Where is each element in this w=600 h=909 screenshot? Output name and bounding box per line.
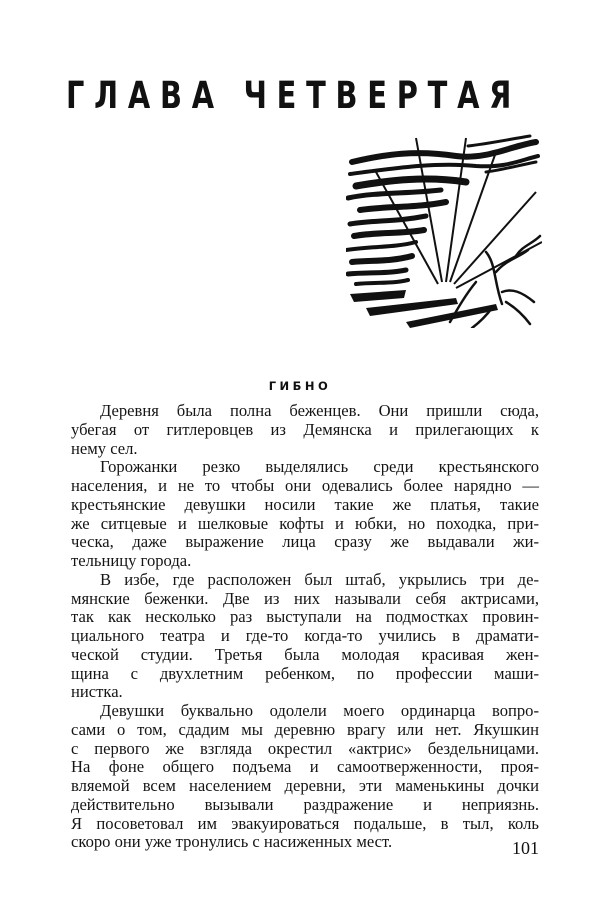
text-line: же ситцевые и шелковые кофты и юбки, но походка, при- bbox=[71, 513, 539, 533]
text-line: вляемой всем населением деревни, эти маменькины дочки bbox=[71, 776, 539, 795]
battlefield-searchlights-illustration bbox=[346, 132, 542, 328]
text-line: так как несколько раз выступали на подмостках провин- bbox=[71, 607, 539, 627]
text-line: Горожанки резко выделялись среди крестьянского bbox=[100, 457, 539, 477]
text-line: На фоне общего подъема и самоотверженности, проя- bbox=[71, 757, 539, 777]
text-line: сами о том, сдадим мы деревню врагу или нет. Якушкин bbox=[71, 719, 539, 739]
text-line: нему сел. bbox=[71, 438, 138, 458]
text-line: ческа, даже выражение лица сразу же выдавали жи- bbox=[71, 532, 539, 552]
text-line: ческой студии. Третья была молодая красивая жен- bbox=[71, 644, 539, 664]
text-line: убегая от гитлеровцев из Демянска и прилегающих к bbox=[71, 419, 539, 439]
text-line: циального театра и где-то когда-то учились в драмати- bbox=[71, 626, 539, 645]
body-text bbox=[71, 402, 539, 852]
text-line: скоро они уже тронулись с насиженных мест. bbox=[71, 832, 393, 852]
paragraph bbox=[71, 458, 539, 571]
paragraph bbox=[71, 702, 539, 852]
text-line: действительно вызывали раздражение и неприязнь. bbox=[71, 794, 539, 814]
text-line: мянские беженки. Две из них называли себя актрисами, bbox=[71, 588, 539, 608]
text-line: щина с двухлетним ребенком, по профессии маши- bbox=[71, 663, 539, 683]
page-number: 101 bbox=[512, 838, 539, 858]
text-line: Девушки буквально одолели моего ординарца вопро- bbox=[100, 701, 539, 720]
text-line: Я посоветовал им эвакуироваться подальше, в тыл, коль bbox=[71, 813, 539, 833]
text-line: с первого же взгляда окрестил «актрис» бездельницами. bbox=[71, 738, 539, 758]
text-line: тельницу города. bbox=[71, 551, 192, 570]
paragraph bbox=[71, 402, 539, 458]
text-line: населения, и не то чтобы они одевались более нарядно — bbox=[71, 476, 539, 495]
text-line: Деревня была полна беженцев. Они пришли сюда, bbox=[100, 401, 539, 420]
section-title: ГИБНО bbox=[268, 379, 332, 393]
text-line: крестьянские девушки носили такие же платья, такие bbox=[71, 494, 539, 514]
chapter-title: ГЛАВА ЧЕТВЕРТАЯ bbox=[66, 74, 522, 117]
text-line: нистка. bbox=[71, 682, 123, 702]
paragraph bbox=[71, 571, 539, 702]
text-line: В избе, где расположен был штаб, укрылись три де- bbox=[100, 569, 539, 589]
